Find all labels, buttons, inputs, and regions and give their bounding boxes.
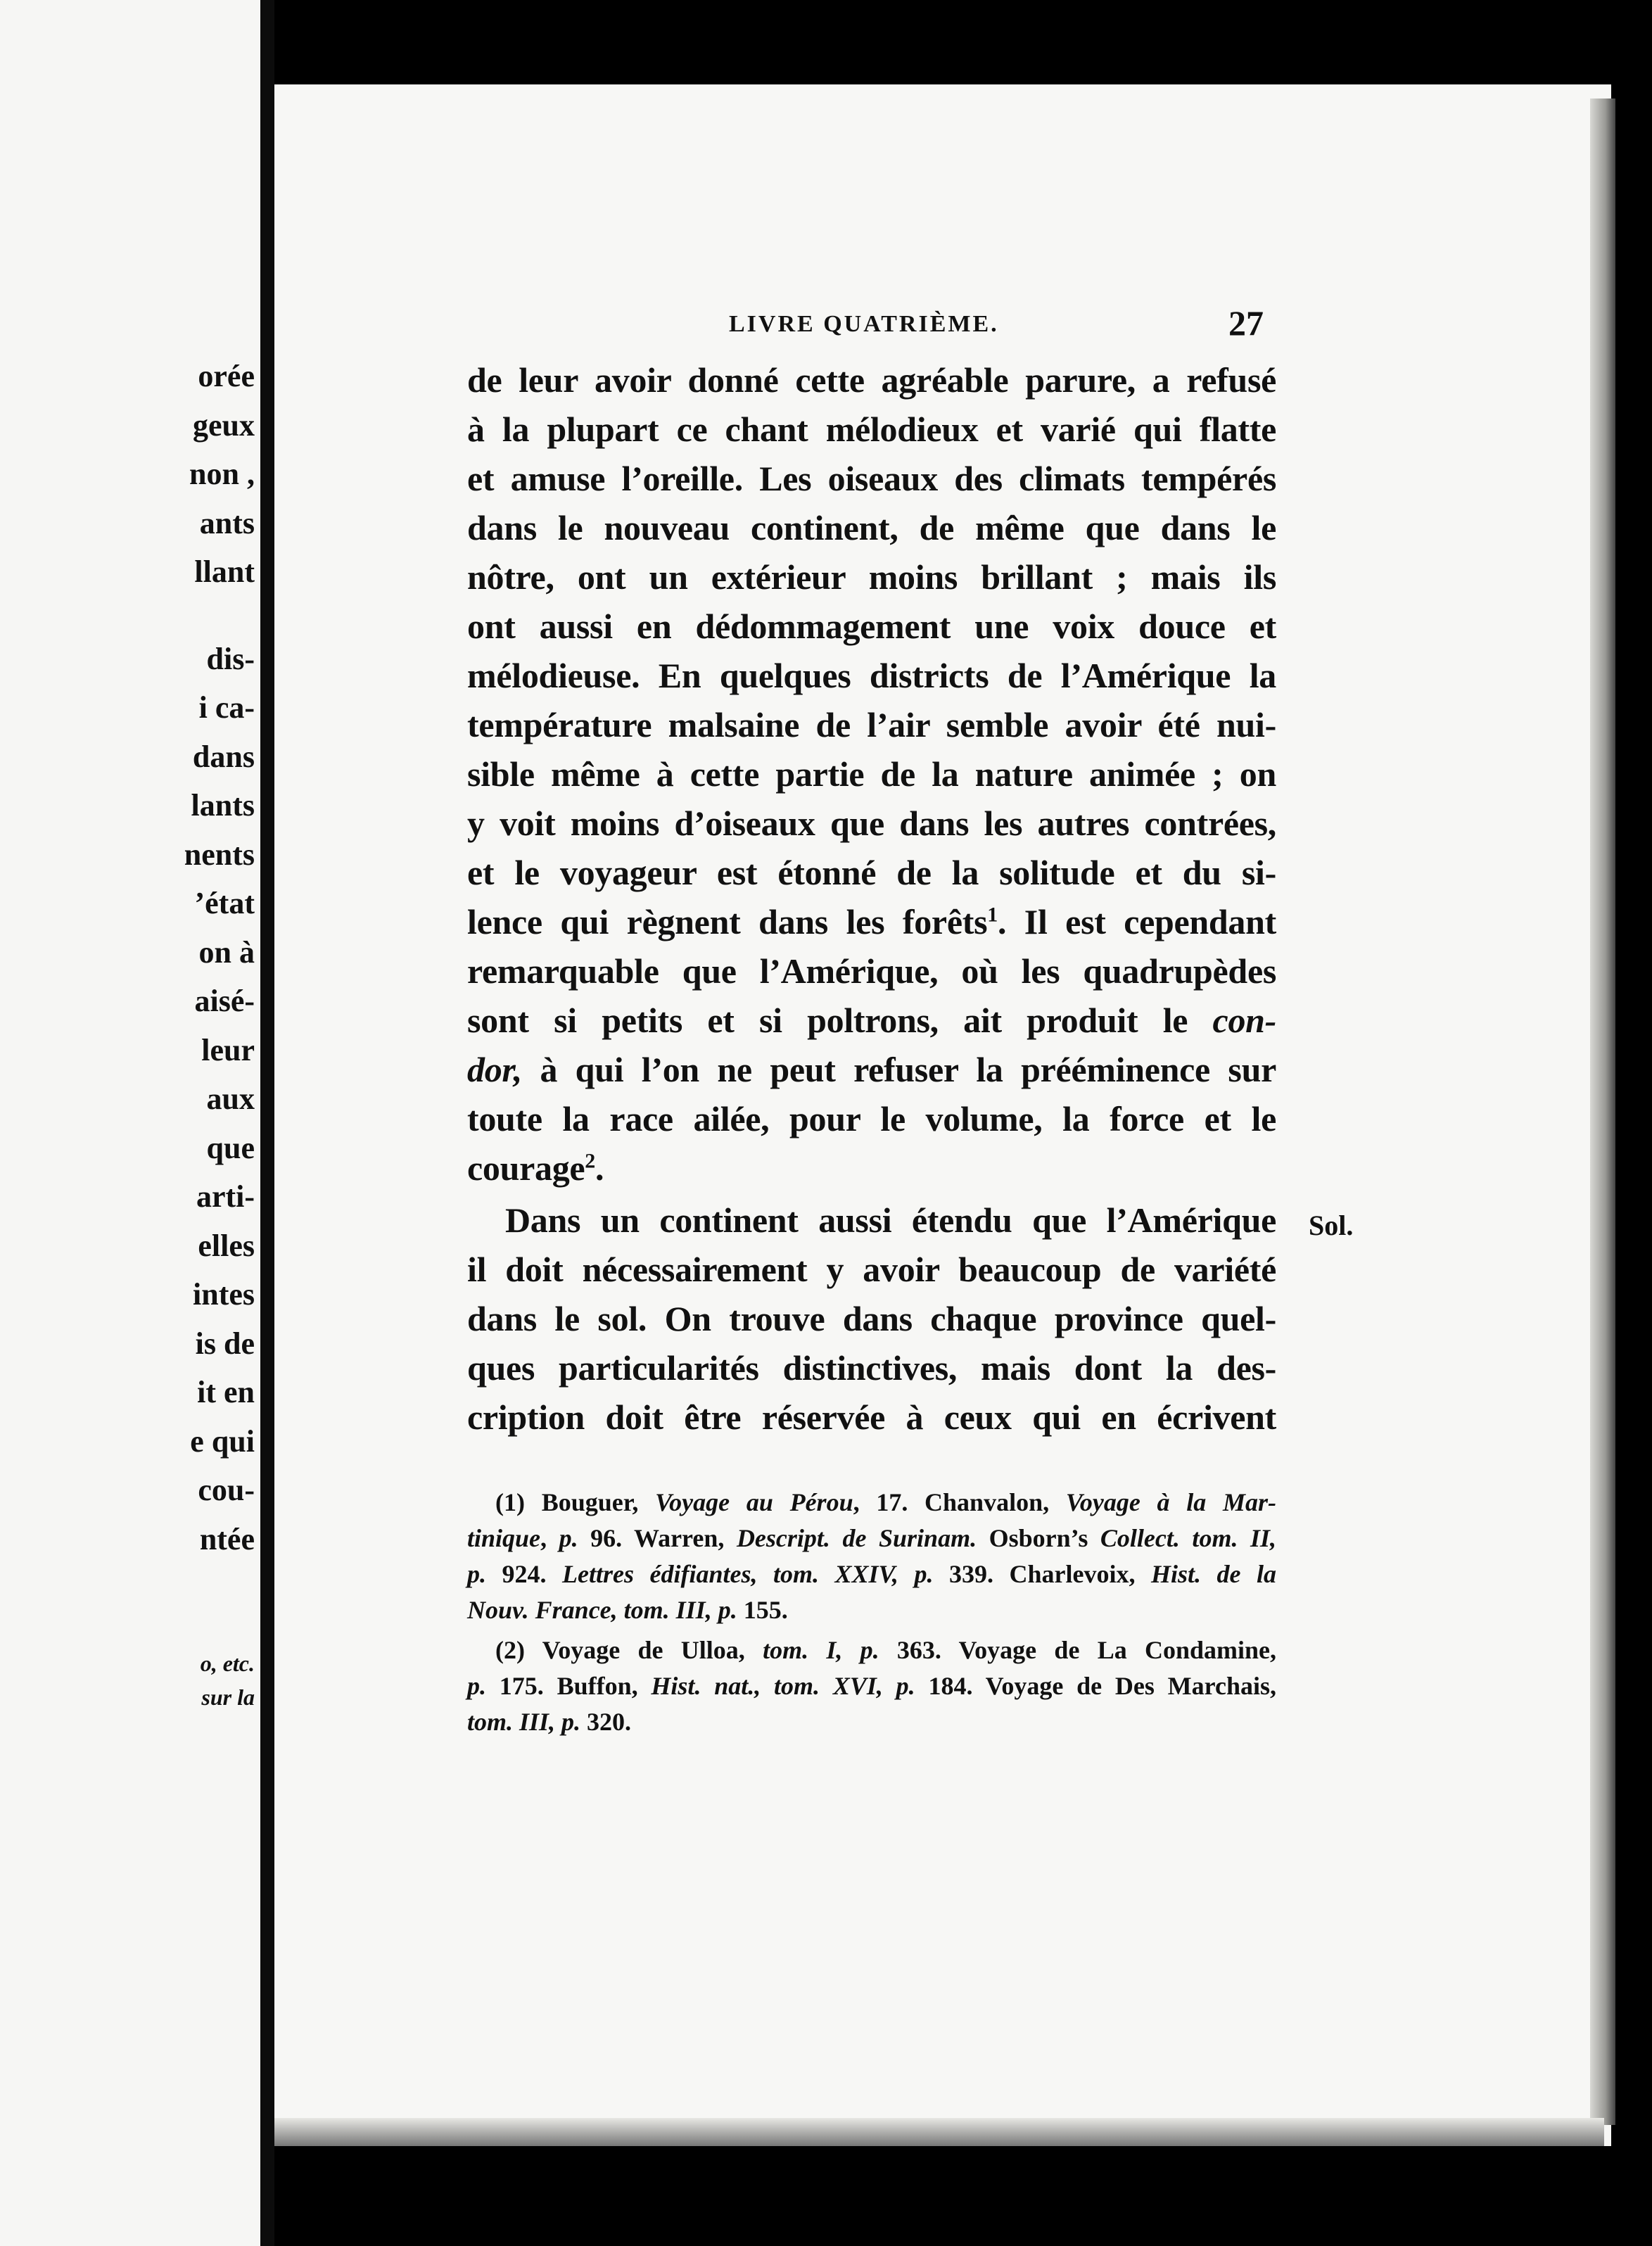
left-line: intes — [193, 1277, 255, 1312]
left-line: non , — [189, 457, 255, 491]
italic-segment: Descript. de Surinam. — [736, 1524, 977, 1552]
italic-segment: Lettres édifiantes, tom. XXIV, p. — [562, 1560, 934, 1588]
footnote-line — [467, 1521, 1276, 1556]
left-note: o, etc. — [200, 1651, 255, 1676]
left-line: elles — [198, 1228, 255, 1263]
text-line: cription doit être réservée à ceux qui en écrivent — [467, 1397, 1276, 1437]
text-segment: 363. Voyage de La Condamine, — [879, 1636, 1276, 1664]
italic-segment: p. — [467, 1560, 486, 1588]
left-page-text — [184, 352, 255, 1563]
page-bottom-shadow — [274, 2118, 1604, 2146]
text-line: de leur avoir donné cette agréable parure, a refusé — [467, 360, 1276, 400]
footnote-line — [467, 1592, 1276, 1628]
footnote-line — [467, 1556, 1276, 1592]
page-number: 27 — [1228, 303, 1264, 343]
text-segment: 175. Buffon, — [486, 1672, 652, 1700]
footnote-line — [467, 1632, 1276, 1668]
left-line: on à — [198, 934, 255, 970]
left-line: geux — [193, 407, 255, 443]
text-segment: 96. Warren, — [578, 1524, 737, 1552]
text-line — [467, 1045, 1276, 1094]
left-page-footnotes — [201, 1647, 255, 1714]
italic-segment: Hist. de la — [1150, 1560, 1277, 1588]
left-line: i ca- — [198, 690, 255, 725]
running-head: LIVRE QUATRIÈME. — [729, 311, 999, 337]
text-segment: 339. Charlevoix, — [933, 1560, 1151, 1588]
page-edge-shadow — [1590, 99, 1615, 2125]
left-line: lants — [191, 788, 255, 823]
footnotes — [467, 1485, 1276, 1740]
text-segment: Osborn’s — [977, 1524, 1100, 1552]
text-line — [467, 996, 1276, 1045]
text-line — [467, 897, 1276, 946]
text-segment: courage — [467, 1148, 585, 1188]
text-line: température malsaine de l’air semble avoir été nui- — [467, 705, 1276, 744]
page-header — [729, 303, 1264, 345]
text-line: ont aussi en dédommagement une voix douce et — [467, 607, 1276, 646]
text-line: nôtre, ont un extérieur moins brillant ; mais ils — [467, 557, 1276, 597]
text-line: remarquable que l’Amérique, où les quadrupèdes — [467, 951, 1276, 991]
italic-segment: tom. I, p. — [763, 1636, 879, 1664]
italic-segment: Nouv. France, tom. III, p. — [467, 1596, 737, 1624]
italic-segment: p. — [467, 1672, 486, 1700]
text-line: et le voyageur est étonné de la solitude et du si- — [467, 853, 1276, 892]
footnote-ref: 1 — [987, 903, 998, 927]
footnote-ref: 2 — [585, 1149, 595, 1173]
text-line: toute la race ailée, pour le volume, la force et le — [467, 1099, 1276, 1138]
left-line: dans — [192, 739, 255, 774]
italic-segment: Collect. tom. II, — [1100, 1524, 1277, 1552]
text-line: Dans un continent aussi étendu que l’Amérique — [505, 1200, 1276, 1240]
italic-segment: con- — [1212, 1001, 1276, 1040]
italic-segment: p. — [559, 1524, 578, 1552]
left-line: dis- — [206, 641, 255, 676]
left-line: ntée — [199, 1521, 255, 1556]
left-line: e qui — [190, 1423, 255, 1459]
left-line: llant — [194, 554, 255, 589]
text-line: ques particularités distinctives, mais dont la des- — [467, 1348, 1276, 1388]
book-gutter — [260, 0, 274, 2246]
left-line: ants — [199, 505, 255, 540]
left-line: arti- — [196, 1179, 255, 1214]
text-line: mélodieuse. En quelques districts de l’Amérique la — [467, 656, 1276, 695]
text-segment: . — [595, 1148, 604, 1188]
text-segment: lence qui règnent dans les forêts — [467, 902, 988, 941]
left-line: it en — [197, 1375, 255, 1409]
left-line: aux — [206, 1081, 255, 1116]
text-line: il doit nécessairement y avoir beaucoup de variété — [467, 1250, 1276, 1289]
text-line: à la plupart ce chant mélodieux et varié qui flatte — [467, 410, 1276, 449]
text-segment: , 17. Chanvalon, — [853, 1488, 1066, 1516]
left-line: orée — [198, 359, 255, 393]
footnote-line — [467, 1704, 1276, 1740]
left-line: nents — [184, 837, 255, 872]
italic-segment: Hist. nat., tom. XVI, p. — [651, 1672, 915, 1700]
left-note: sur la — [201, 1684, 255, 1710]
text-line: sible même à cette partie de la nature animée ; on — [467, 754, 1276, 794]
text-segment: 155. — [737, 1596, 788, 1624]
italic-segment: tom. III, p. — [467, 1708, 581, 1736]
text-segment: à qui l’on ne peut refuser la prééminence sur — [522, 1050, 1276, 1089]
left-line: is de — [195, 1326, 255, 1361]
text-segment: 320. — [580, 1708, 632, 1736]
left-line: aisé- — [194, 984, 255, 1018]
text-segment: . Il est cependant — [997, 902, 1276, 941]
footnote-line — [467, 1668, 1276, 1704]
text-line: et amuse l’oreille. Les oiseaux des climats tempérés — [467, 459, 1276, 498]
left-line: cou- — [198, 1473, 255, 1507]
text-segment: (2) Voyage de Ulloa, — [495, 1636, 763, 1664]
text-line — [467, 1143, 1276, 1193]
footnote-line — [467, 1485, 1276, 1521]
text-line: y voit moins d’oiseaux que dans les autres contrées, — [467, 804, 1276, 843]
text-segment: (1) Bouguer, — [495, 1488, 656, 1516]
italic-segment: tinique — [467, 1524, 541, 1552]
left-line: que — [206, 1130, 255, 1165]
italic-segment: Voyage à la Mar- — [1065, 1488, 1277, 1516]
italic-segment: dor, — [467, 1050, 522, 1089]
left-line: leur — [201, 1032, 255, 1067]
left-page — [0, 0, 260, 2246]
text-line: dans le sol. On trouve dans chaque province quel- — [467, 1299, 1276, 1338]
margin-note: Sol. — [1309, 1210, 1354, 1241]
text-segment: 184. Voyage de Des Marchais, — [915, 1672, 1276, 1700]
text-segment: 924. — [486, 1560, 563, 1588]
text-segment: , — [540, 1524, 559, 1552]
text-line: dans le nouveau continent, de même que dans le — [467, 508, 1276, 547]
left-line: ’état — [194, 886, 255, 920]
text-segment: sont si petits et si poltrons, ait produit le — [467, 1001, 1213, 1040]
body-text — [467, 355, 1276, 1442]
italic-segment: Voyage au Pérou — [655, 1488, 853, 1516]
